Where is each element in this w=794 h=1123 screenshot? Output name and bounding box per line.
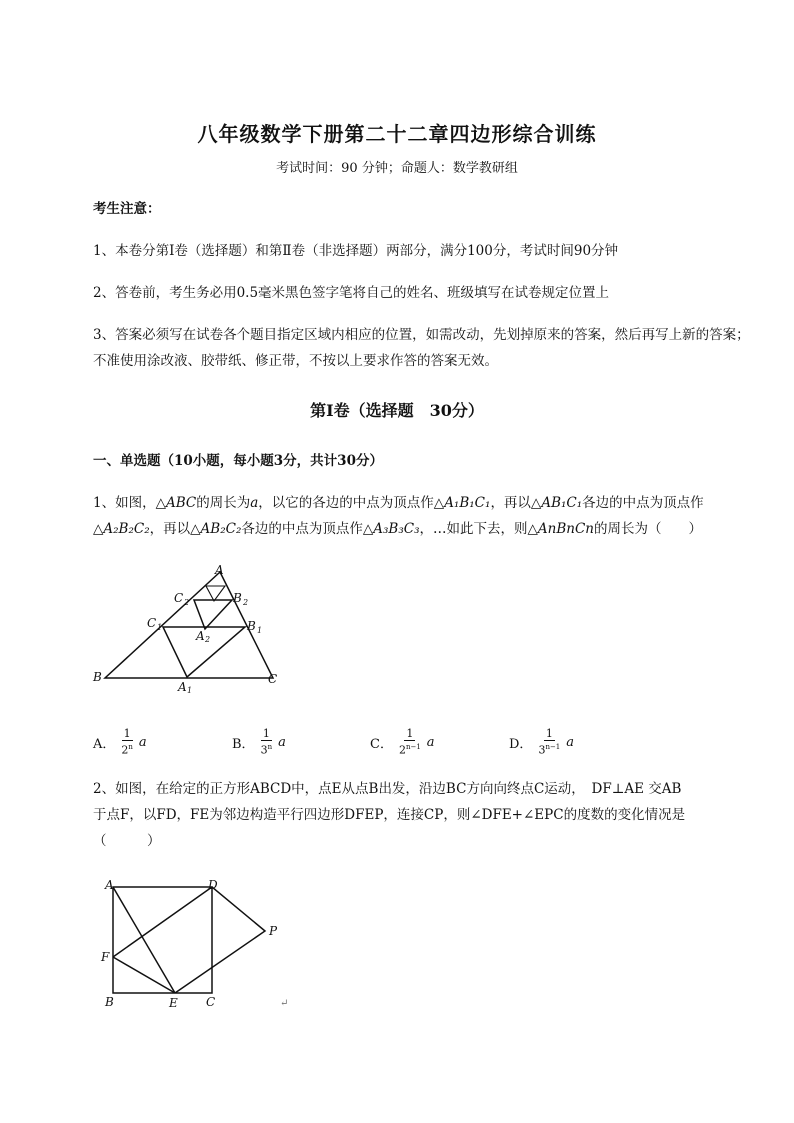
label-C1-sub: 1 [157, 623, 163, 632]
part-heading: 一、单选题（10小题，每小题3分，共计30分） [93, 453, 383, 469]
label-A1-sub: 1 [187, 686, 193, 695]
label-C2-sub: 2 [184, 598, 190, 607]
label-A2-sub: 2 [205, 635, 211, 644]
q1-choices [93, 722, 693, 762]
q2-line-2: 于点F，以FD，FE为邻边构造平行四边形DFEP，连接CP，则∠DFE+∠EPC的度数的变化情况是 [93, 807, 686, 823]
page-title: 八年级数学下册第二十二章四边形综合训练 [197, 122, 597, 146]
label-A1: A [178, 680, 187, 694]
return-mark: ↵ [280, 998, 289, 1009]
notice-item-3: 3、答案必须写在试卷各个题目指定区域内相应的位置，如需改动，先划掉原来的答案，然后再写上新的答案；不准使用涂改液、胶带纸、修正带，不按以上要求作答的答案无效。 [93, 327, 750, 369]
choice-b[interactable]: B． $\frac{1}{3^n}$ a [232, 726, 286, 757]
q1-triangle-figure [85, 560, 295, 695]
label-C1: C [147, 616, 157, 630]
fraction: $\frac{1}{3^n}$ [260, 726, 273, 757]
q2-square-figure [95, 872, 295, 1017]
label-B: B [93, 670, 102, 684]
notice-item-1: 1、本卷分第Ⅰ卷（选择题）和第Ⅱ卷（非选择题）两部分，满分100分，考试时间90分钟 [93, 243, 619, 259]
label-A: A [215, 563, 224, 577]
label-D: D [208, 878, 218, 892]
fraction: $\frac{1}{3^{n-1}}$ [538, 726, 561, 757]
choice-c[interactable]: C． $\frac{1}{2^{n-1}}$ a [370, 726, 435, 757]
label-B: B [105, 995, 114, 1009]
fraction: $\frac{1}{2^{n-1}}$ [398, 726, 421, 757]
choice-d[interactable]: D． $\frac{1}{3^{n-1}}$ a [509, 726, 575, 757]
label-P: P [269, 924, 278, 938]
label-B2-sub: 2 [243, 598, 249, 607]
q2-line-3: （ ） [93, 833, 161, 849]
label-C: C [206, 995, 216, 1009]
section-title: 第Ⅰ卷（选择题 30分） [310, 401, 484, 420]
q1-line-2: △A₂B₂C₂，再以△AB₂C₂各边的中点为顶点作△A₃B₃C₃，…如此下去，则△AnBnCn的周长为（ ） [93, 521, 702, 537]
label-C: C [268, 672, 278, 686]
label-A2: A [196, 629, 205, 643]
label-B2: B [233, 591, 242, 605]
label-B1-sub: 1 [257, 626, 263, 635]
q2-line-1: 2、如图，在给定的正方形ABCD中，点E从点B出发，沿边BC方向向终点C运动， DF⊥AE 交AB [93, 781, 682, 797]
page-subtitle: 考试时间：90 分钟；命题人：数学教研组 [276, 161, 518, 176]
notice-item-2: 2、答卷前，考生务必用0.5毫米黑色签字笔将自己的姓名、班级填写在试卷规定位置上 [93, 285, 610, 301]
label-E: E [169, 996, 178, 1010]
label-F: F [101, 950, 110, 964]
notice-heading: 考生注意： [93, 201, 161, 217]
label-A: A [105, 878, 114, 892]
label-C2: C [174, 591, 184, 605]
choice-a[interactable]: A． $\frac{1}{2^n}$ a [93, 726, 147, 757]
q1-line-1: 1、如图，△ABC的周长为a，以它的各边的中点为顶点作△A₁B₁C₁，再以△AB₁C₁各边的中点为顶点作 [93, 495, 704, 511]
fraction: $\frac{1}{2^n}$ [121, 726, 133, 757]
label-B1: B [247, 619, 256, 633]
